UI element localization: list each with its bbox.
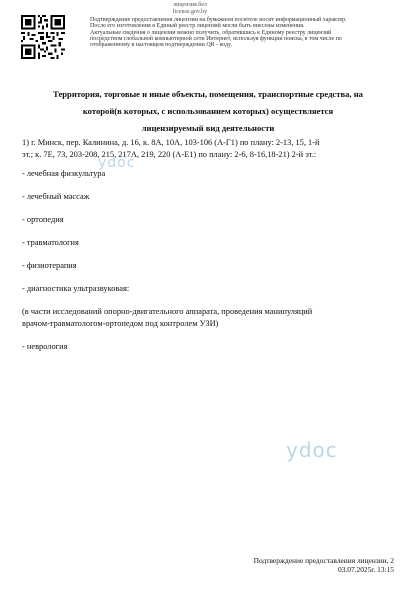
page-footer (254, 556, 394, 574)
notice-line: После его изготовления в Единый реестр лицензий могли быть внесены изменения. (90, 23, 305, 30)
note-line: (в части исследований опорно-двигательного аппарата, проведения манипуляций (22, 307, 313, 316)
watermark-bottom: ydoc (286, 438, 338, 462)
disclaimer-notice (90, 17, 395, 48)
notice-line: отображенному в настоящем подтверждении QR - коду. (90, 42, 233, 49)
registry-site-names (90, 2, 290, 16)
watermark-top: ydoc (98, 155, 136, 171)
notice-line: Актуальные сведения о лицензии можно получить, обратившись к Единому реестру лицензий (90, 29, 332, 36)
notice-line: посредством глобальной компьютерной сети Интернет, используя функции поиска, в том числе по (90, 35, 342, 42)
activity-item: - травматология (22, 238, 79, 247)
heading-line: Территория, торговые и иные объекты, помещения, транспортные средства, на (53, 89, 363, 99)
section-heading (22, 86, 394, 137)
activity-item: - лечебный массаж (22, 192, 90, 201)
footer-page-label: Подтверждение предоставления лицензии, 2 (253, 556, 394, 565)
activity-item: - лечебная физкультура (22, 169, 106, 178)
notice-line: Подтверждение предоставления лицензии на бумажном носителе носит информационный характер. (90, 17, 347, 23)
address-line: 1) г. Минск, пер. Калинина, д. 16, к. 8А, 10А, 103-106 (А-Г1) по плану: 2-13, 15, 1-й (22, 138, 320, 147)
activity-item: - неврология (22, 341, 68, 351)
heading-line: лицензируемый вид деятельности (141, 123, 275, 133)
activity-item: - диагностика ультразвуковая: (22, 284, 130, 293)
footer-timestamp: 03.07.2025г. 13:15 (338, 565, 394, 574)
address-line: эт.; к. 7Е, 73, 203-208, 215, 217А, 219, 220 (А-Е1) по плану: 2-6, 8-16,18-21) 2-й эт.: (22, 149, 317, 159)
address-paragraph (22, 137, 394, 160)
site-name-by: лицензия.бел (173, 2, 207, 8)
note-line: врачом-травматологом-ортопедом под контролем УЗИ) (22, 318, 219, 328)
qr-code (21, 15, 65, 59)
activity-item: - ортопедия (22, 215, 64, 224)
site-name-gov: license.gov.by (172, 9, 208, 15)
activity-item: - физиотерапия (22, 261, 77, 270)
ultrasound-note (22, 306, 394, 329)
license-content (22, 137, 394, 364)
heading-line: которой(в которых, с использованием которых) осуществляется (82, 106, 334, 116)
